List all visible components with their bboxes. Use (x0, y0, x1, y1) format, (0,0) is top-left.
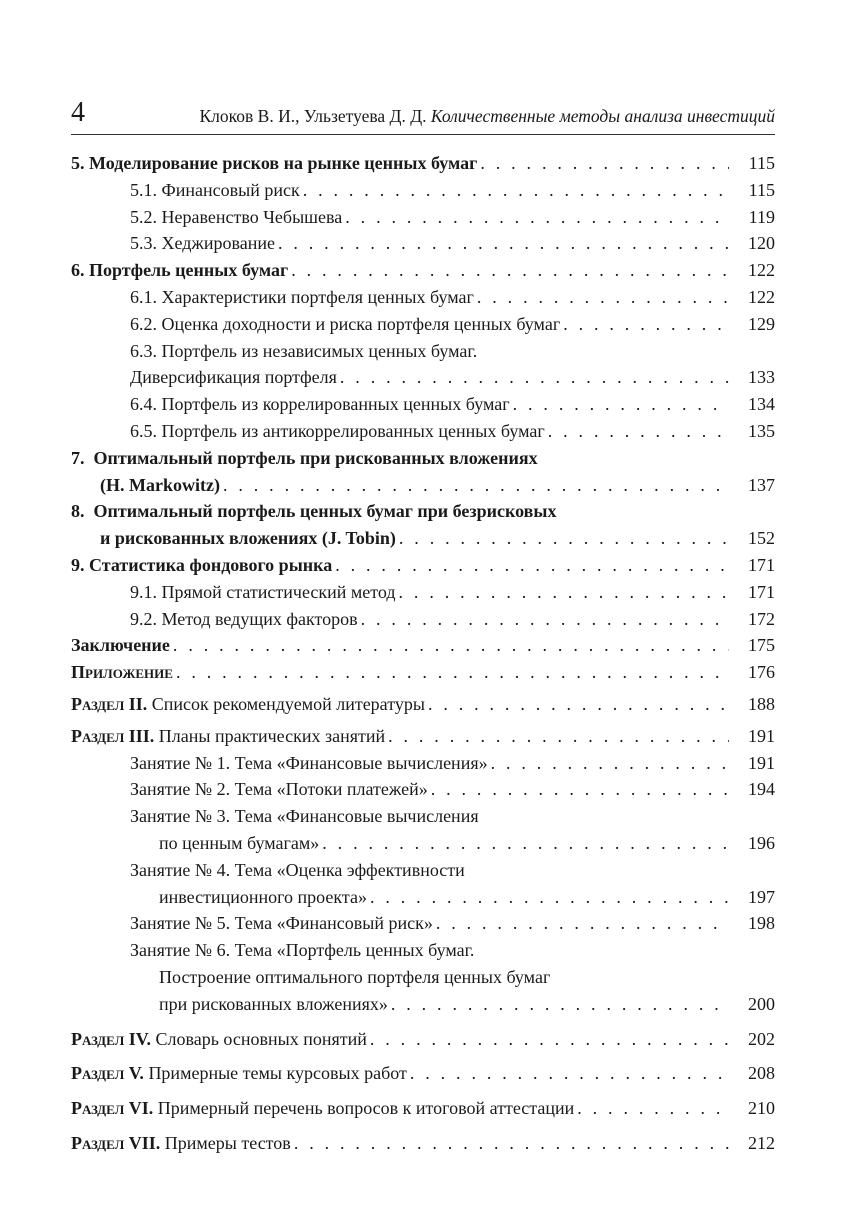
toc-entry-title: 5.2. Неравенство Чебышева (130, 206, 343, 227)
toc-entry-lesson-1 (71, 750, 775, 777)
toc-entry-title: 6.1. Характеристики портфеля ценных бумаг (130, 286, 474, 307)
toc-page-number: 171 (748, 554, 775, 575)
toc-page-number: 210 (748, 1098, 775, 1119)
toc-entry-number: 5. (71, 153, 85, 173)
toc-entry-title: Примеры тестов (164, 1132, 291, 1153)
toc-page-number: 120 (748, 233, 775, 254)
toc-page-number: 200 (748, 993, 775, 1014)
toc-entry-title: Занятие № 4. Тема «Оценка эффективности (130, 859, 465, 880)
dot-leader (399, 579, 729, 606)
toc-entry-lesson-5 (71, 910, 775, 937)
toc-entry-title: 6.2. Оценка доходности и риска портфеля ценных бумаг (130, 313, 561, 334)
toc-entry-6-5 (71, 418, 775, 445)
dot-leader (223, 472, 729, 499)
toc-entry-title-continued: Построение оптимального портфеля ценных бумаг (159, 966, 551, 987)
toc-entry-lesson-6-line2 (71, 964, 775, 991)
toc-entry-title: Примерные темы курсовых работ (148, 1063, 407, 1084)
toc-entry-lesson-3-line1 (71, 803, 775, 830)
toc-entry-title-continued: Диверсификация портфеля (130, 367, 337, 388)
toc-section-label: Раздел VII. (71, 1132, 161, 1153)
dot-leader (370, 1026, 729, 1053)
toc-page-number: 129 (748, 313, 775, 334)
toc-entry-title: 9.1. Прямой статистический метод (130, 581, 396, 602)
toc-entry-title-continued: инвестиционного проекта» (159, 886, 367, 907)
dot-leader (303, 177, 729, 204)
toc-entry-8-line1 (71, 498, 775, 525)
toc-entry-6 (71, 257, 775, 284)
toc-page-number: 194 (748, 779, 775, 800)
toc-section-label: Раздел IV. (71, 1028, 151, 1049)
toc-entry-title: Оптимальный портфель при рискованных вложениях (93, 447, 538, 468)
toc-entry-title: Планы практических занятий (158, 725, 386, 746)
toc-entry-title-continued: (H. Markowitz) (100, 474, 220, 495)
dot-leader (563, 311, 729, 338)
toc-entry-title: Статистика фондового рынка (89, 554, 333, 575)
toc-section-label: Раздел II. (71, 693, 148, 714)
dot-leader (548, 418, 729, 445)
toc-entry-5 (71, 150, 775, 177)
toc-entry-6-3-line1 (71, 338, 775, 365)
toc-page-number: 208 (748, 1063, 775, 1084)
toc-entry-7-line1 (71, 445, 775, 472)
toc-page-number: 172 (748, 608, 775, 629)
toc-section-label: Раздел V. (71, 1063, 144, 1084)
toc-page-number: 137 (748, 474, 775, 495)
dot-leader (477, 284, 729, 311)
dot-leader (291, 257, 729, 284)
toc-section-label: Раздел III. (71, 725, 155, 746)
toc-entry-title: 9.2. Метод ведущих факторов (130, 608, 358, 629)
toc-entry-title: Занятие № 6. Тема «Портфель ценных бумаг. (130, 940, 475, 961)
toc-page-number: 152 (748, 528, 775, 549)
dot-leader (388, 723, 729, 750)
toc-entry-5-2 (71, 204, 775, 231)
toc-entry-title: Моделирование рисков на рынке ценных бумаг (89, 153, 478, 173)
toc-entry-number: 8. (71, 501, 85, 522)
dot-leader (428, 691, 729, 718)
toc-entry-title: Портфель ценных бумаг (89, 260, 289, 281)
toc-page-number: 115 (748, 153, 775, 173)
toc-entry-8 (71, 525, 775, 552)
dot-leader (173, 632, 729, 659)
toc-page-number: 171 (748, 581, 775, 602)
toc-entry-title: 6.5. Портфель из антикоррелированных ценных бумаг (130, 420, 545, 441)
toc-page-number: 212 (748, 1132, 775, 1153)
toc-entry-section-7 (71, 1130, 775, 1157)
toc-page-number: 191 (748, 725, 775, 746)
toc-entry-title: 6.3. Портфель из независимых ценных бумаг. (130, 340, 478, 361)
toc-page-number: 188 (748, 693, 775, 714)
toc-entry-5-3 (71, 230, 775, 257)
toc-entry-title: 5.1. Финансовый риск (130, 179, 300, 200)
dot-leader (513, 391, 729, 418)
toc-entry-lesson-3 (71, 830, 775, 857)
dot-leader (278, 230, 729, 257)
toc-entry-number: 7. (71, 447, 85, 468)
toc-page-number: 198 (748, 913, 775, 934)
toc-page-number: 202 (748, 1028, 775, 1049)
dot-leader (410, 1060, 729, 1087)
dot-leader (436, 910, 729, 937)
toc-page-number: 176 (748, 662, 775, 683)
toc-entry-7 (71, 472, 775, 499)
toc-entry-title: Словарь основных понятий (155, 1028, 367, 1049)
toc-page-number: 122 (748, 286, 775, 307)
dot-leader (322, 830, 729, 857)
toc-entry-section-3 (71, 723, 775, 750)
dot-leader (335, 552, 729, 579)
toc-entry-section-4 (71, 1026, 775, 1053)
dot-leader (176, 659, 729, 686)
running-head (200, 105, 776, 127)
toc-entry-9-1 (71, 579, 775, 606)
toc-entry-6-2 (71, 311, 775, 338)
toc-entry-title-continued: по ценным бумагам» (159, 832, 320, 853)
toc-entry-title: Заключение (71, 635, 170, 656)
toc-entry-lesson-4-line1 (71, 857, 775, 884)
toc-entry-lesson-4 (71, 884, 775, 911)
toc-entry-lesson-6-line1 (71, 937, 775, 964)
authors: Клоков В. И., Ульзетуева Д. Д. (199, 106, 427, 126)
toc-page-number: 196 (748, 832, 775, 853)
toc-entry-section-6 (71, 1095, 775, 1122)
toc-entry-9 (71, 552, 775, 579)
toc-entry-section-5 (71, 1060, 775, 1087)
toc-entry-title: Занятие № 1. Тема «Финансовые вычисления» (130, 752, 488, 773)
toc-entry-title-continued: и рискованных вложениях (J. Tobin) (100, 528, 396, 549)
dot-leader (391, 991, 729, 1018)
toc-page-number: 191 (748, 752, 775, 773)
toc-entry-title: Занятие № 2. Тема «Потоки платежей» (130, 779, 428, 800)
toc-entry-title: Занятие № 5. Тема «Финансовый риск» (130, 913, 433, 934)
dot-leader (294, 1130, 729, 1157)
toc-entry-appendix (71, 659, 775, 686)
running-header (71, 98, 775, 135)
toc-entry-9-2 (71, 606, 775, 633)
toc-entry-section-2 (71, 691, 775, 718)
dot-leader (361, 606, 729, 633)
dot-leader (491, 750, 729, 777)
toc-page-number: 134 (748, 394, 775, 415)
toc-section-label: Раздел VI. (71, 1098, 154, 1119)
toc-page-number: 175 (748, 635, 775, 656)
book-title: Количественные методы анализа инвестиций (430, 106, 775, 126)
dot-leader (399, 525, 729, 552)
dot-leader (340, 364, 729, 391)
toc-page-number: 197 (748, 886, 775, 907)
toc-page-number: 133 (748, 367, 775, 388)
dot-leader (370, 884, 729, 911)
page-number: 4 (71, 97, 85, 128)
table-of-contents (71, 150, 775, 1157)
toc-entry-5-1 (71, 177, 775, 204)
toc-entry-title: 5.3. Хеджирование (130, 233, 275, 254)
dot-leader (577, 1095, 729, 1122)
toc-entry-title: Список рекомендуемой литературы (151, 693, 425, 714)
dot-leader (480, 150, 729, 177)
toc-page-number: 115 (748, 179, 775, 200)
toc-page-number: 119 (748, 206, 775, 227)
toc-entry-title: Примерный перечень вопросов к итоговой аттестации (157, 1098, 575, 1119)
toc-entry-title-continued: при рискованных вложениях» (159, 993, 388, 1014)
toc-entry-6-1 (71, 284, 775, 311)
toc-entry-title: 6.4. Портфель из коррелированных ценных бумаг (130, 394, 510, 415)
toc-entry-number: 6. (71, 260, 85, 281)
toc-page-number: 135 (748, 420, 775, 441)
toc-entry-lesson-6 (71, 991, 775, 1018)
dot-leader (431, 776, 729, 803)
toc-page-number: 122 (748, 260, 775, 281)
toc-entry-6-3 (71, 364, 775, 391)
toc-entry-title: Оптимальный портфель ценных бумаг при безрисковых (93, 501, 557, 522)
dot-leader (345, 204, 729, 231)
toc-entry-6-4 (71, 391, 775, 418)
toc-entry-number: 9. (71, 554, 85, 575)
toc-entry-lesson-2 (71, 776, 775, 803)
toc-entry-title: Занятие № 3. Тема «Финансовые вычисления (130, 806, 479, 827)
toc-entry-conclusion (71, 632, 775, 659)
toc-entry-title: Приложение (71, 662, 173, 683)
